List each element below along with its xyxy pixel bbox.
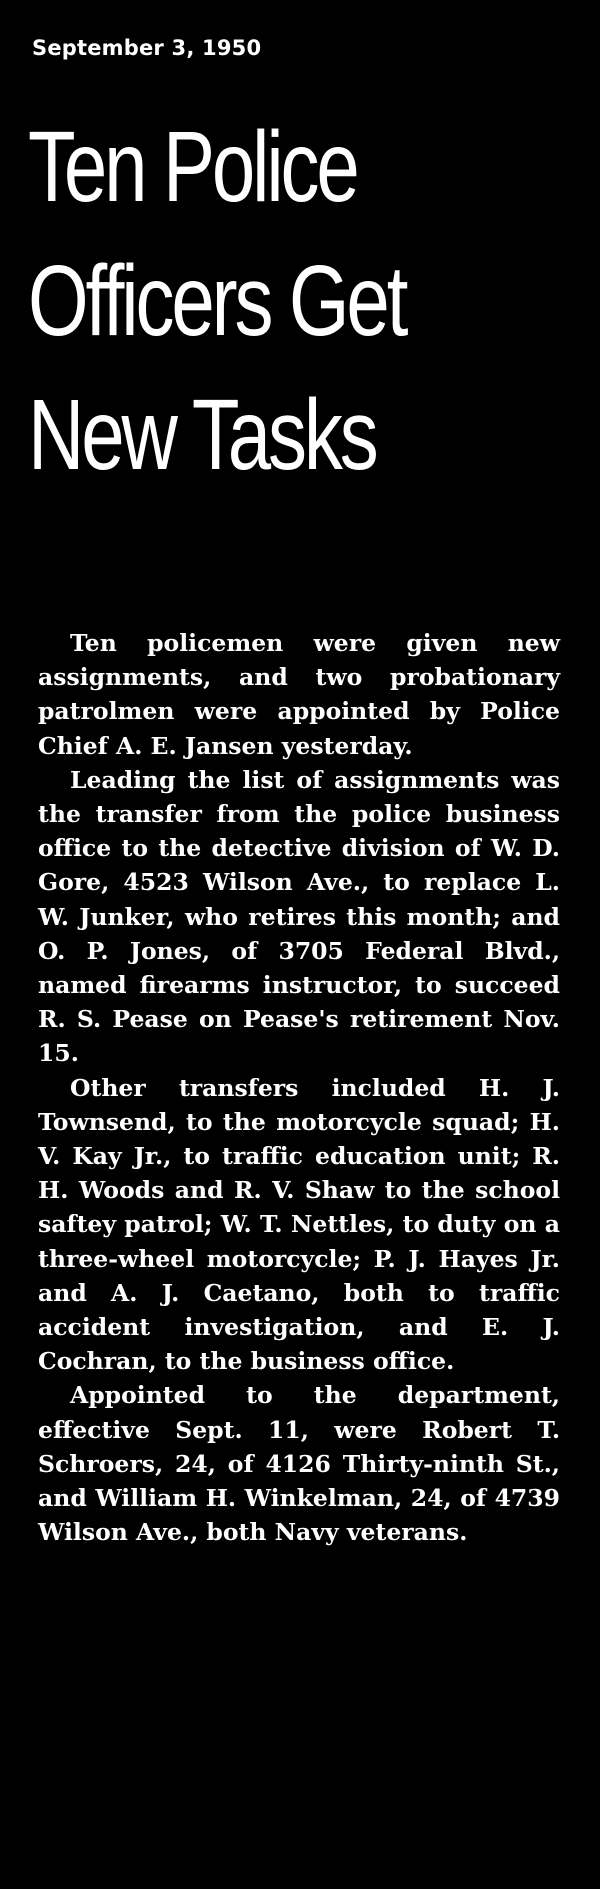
article-paragraph-1: Ten policemen were given new assignments, and two probationary patrolmen were appointed by Police Chief A. E. Jansen yesterday. [38, 629, 560, 760]
article-paragraph-3: Other transfers included H. J. Townsend, to the motorcycle squad; H. V. Kay Jr., to traffic education unit; R. H. Woods and R. V. Shaw to the school saftey patrol; W. T. Nettles, to duty on a three-wheel motorcycle; P. J. Hayes Jr. and A. J. Caetano, both to traffic accident investigation, and E. J. Cochran, to the business office. [38, 1073, 560, 1376]
dateline: September 3, 1950 [32, 36, 262, 60]
headline-line-2: Officers Get [28, 245, 406, 357]
article-paragraph-4: Appointed to the department, effective Sept. 11, were Robert T. Schroers, 24, of 4126 Thirty-ninth St., and William H. Winkelman, 24, of 4739 Wilson Ave., both Navy veterans. [38, 1381, 560, 1547]
article-body [38, 626, 560, 1549]
headline-line-1: Ten Police [28, 111, 357, 223]
headline [28, 100, 465, 502]
headline-line-3: New Tasks [28, 379, 376, 491]
article-paragraph-2: Leading the list of assignments was the transfer from the police business office to the detective division of W. D. Gore, 4523 Wilson Ave., to replace L. W. Junker, who retires this month; and O. P. Jones, of 3705 Federal Blvd., named firearms instructor, to succeed R. S. Pease on Pease's retirement Nov. 15. [38, 765, 560, 1068]
